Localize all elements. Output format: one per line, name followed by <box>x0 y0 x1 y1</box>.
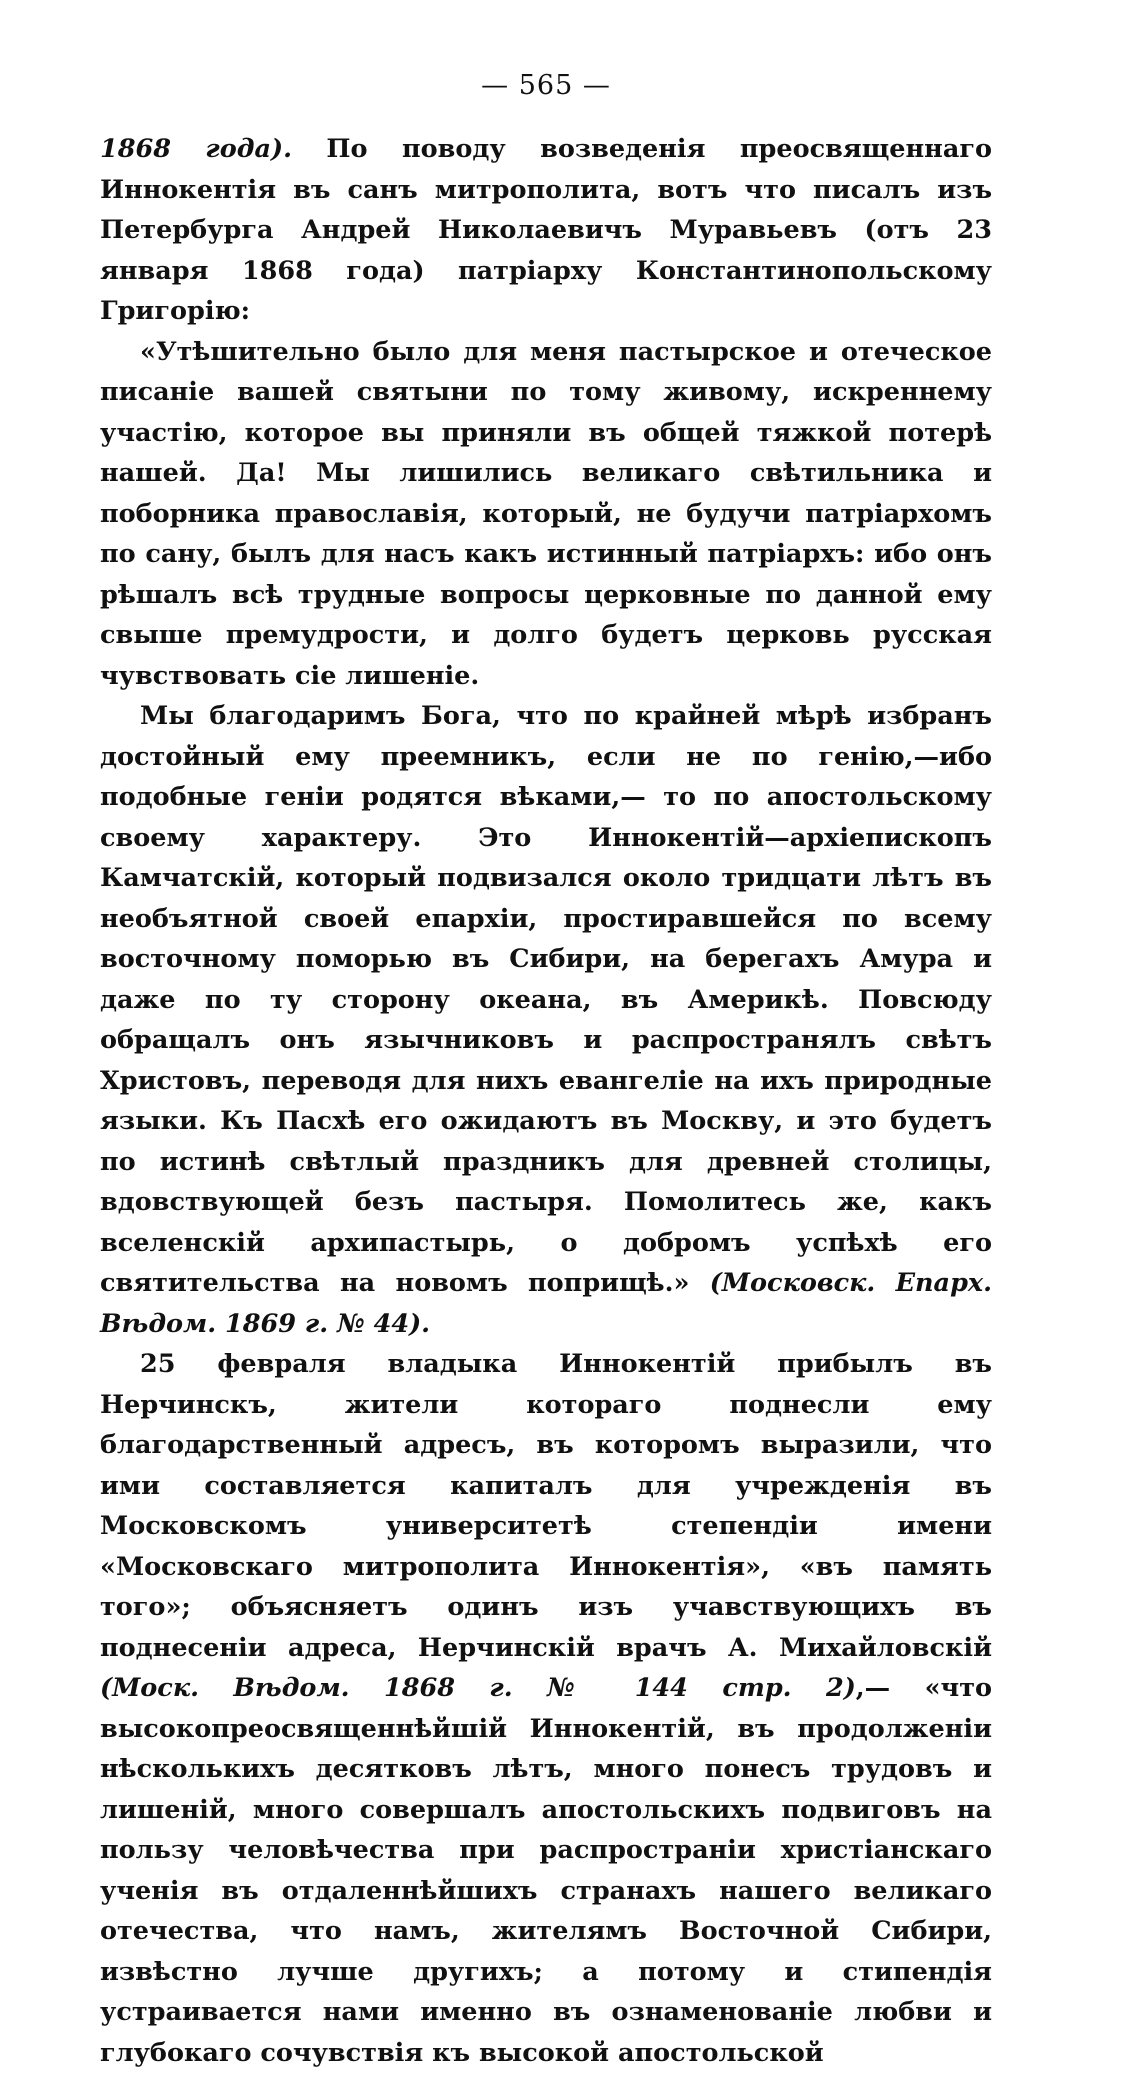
paragraph-3-text: Мы благодаримъ Бога, что по крайней мѣрѣ избранъ достойный ему преемникъ, если не по генію,—ибо подобные геніи родятся вѣками,— то по апостольскому своему характеру. Это Иннокентій—архіепископъ Камчатскій, который подвизался около тридцати лѣтъ въ необъятной своей епархіи, простиравшейся по всему восточному поморью въ Сибири, на берегахъ Амура и даже по ту сторону океана, въ Америкѣ. Повсюду обращалъ онъ язычниковъ и распространялъ свѣтъ Христовъ, переводя для нихъ евангеліе на ихъ природные языки. Къ Пасхѣ его ожидаютъ въ Москву, и это будетъ по истинѣ свѣтлый праздникъ для древней столицы, вдовствующей безъ пастыря. Помолитесь же, какъ вселенскій архипастырь, о добромъ успѣхѣ его святительства на новомъ поприщѣ.» <box>100 701 992 1298</box>
page-number: — 565 — <box>481 70 611 101</box>
page <box>100 70 992 2073</box>
paragraph-3 <box>100 696 992 1344</box>
paragraph-2-text: «Утѣшительно было для меня пастырское и отеческое писаніе вашей святыни по тому живому, искреннему участію, которое вы приняли въ общей тяжкой потерѣ нашей. Да! Мы лишились великаго свѣтильника и поборника православія, который, не будучи патріархомъ по сану, былъ для насъ какъ истинный патріархъ: ибо онъ рѣшалъ всѣ трудные вопросы церковные по данной ему свыше премудрости, и долго будетъ церковь русская чувствовать сіе лишеніе. <box>100 336 992 691</box>
citation-moscow-eparchial: (Московск. Епарх. Вѣдом. 1869 г. № 44). <box>100 1268 992 1339</box>
citation-moscow-vedomosti: (Моск. Вѣдом. 1868 г. № 144 стр. 2) <box>100 1673 856 1703</box>
date-reference: 1868 года). <box>100 134 292 164</box>
paragraph-1-text: По поводу возведенія преосвященнаго Иннокентія въ санъ митрополита, вотъ что писалъ изъ Петербурга Андрей Николаевичъ Муравьевъ (отъ 23 января 1868 года) патріарху Константинопольскому Григорію: <box>100 134 992 326</box>
paragraph-2 <box>100 332 992 697</box>
paragraph-4-text: 25 февраля владыка Иннокентій прибылъ въ Нерчинскъ, жители котораго поднесли ему благодарственный адресъ, въ которомъ выразили, что ими составляется капиталъ для учрежденія въ Московскомъ университетѣ степендіи имени «Московскаго митрополита Иннокентія», «въ память того»; объясняетъ одинъ изъ учавствующихъ въ поднесеніи адреса, Нерчинскій врачъ А. Михайловскій <box>100 1349 992 1663</box>
paragraph-4-tail: ,— «что высокопреосвященнѣйшій Иннокентій, въ продолженіи нѣсколькихъ десятковъ лѣтъ, много понесъ трудовъ и лишеній, много совершалъ апостольскихъ подвиговъ на пользу человѣчества при распространіи христіанскаго ученія въ отдаленнѣйшихъ странахъ нашего великаго отечества, что намъ, жителямъ Восточной Сибири, извѣстно лучше другихъ; а потому и стипендія устраивается нами именно въ ознаменованіе любви и глубокаго сочувствія къ высокой апостольской <box>100 1673 993 2068</box>
paragraph-4 <box>100 1344 992 2073</box>
paragraph-1 <box>100 129 992 332</box>
